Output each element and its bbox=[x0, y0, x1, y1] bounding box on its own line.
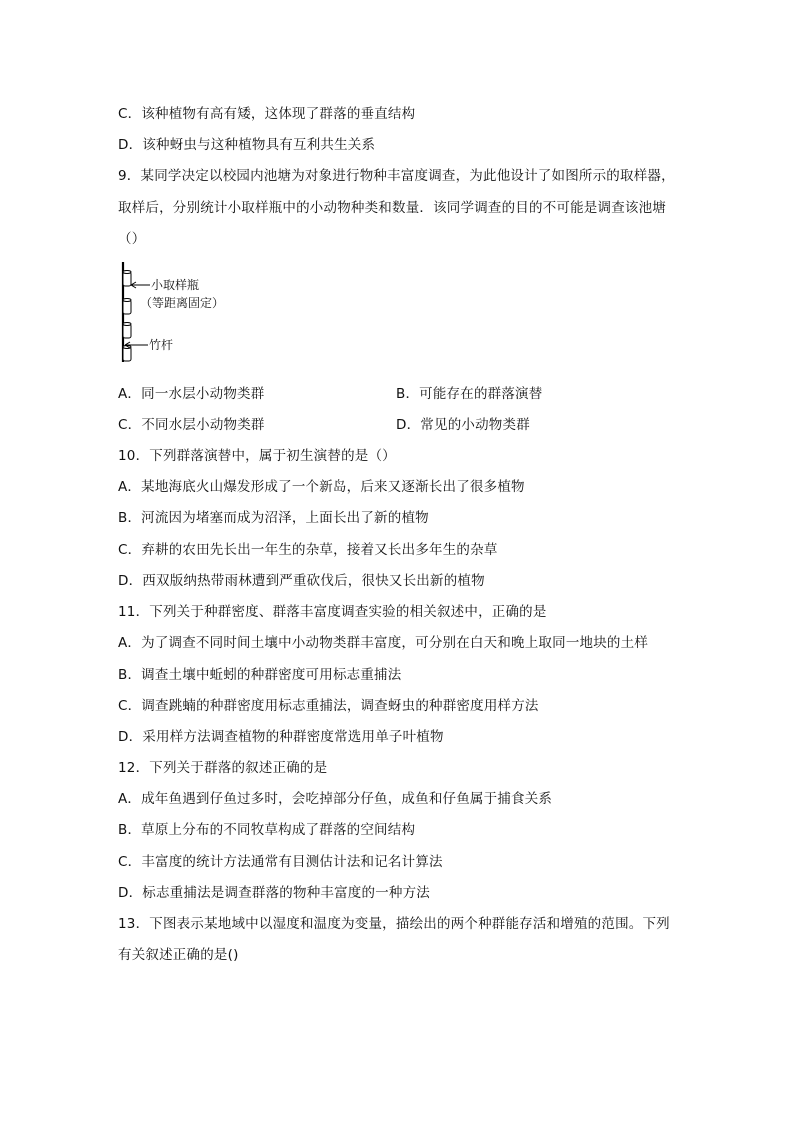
q10-option-c: C．弃耕的农田先长出一年生的杂草，接着又长出多年生的杂草 bbox=[118, 542, 498, 558]
sample-bottle bbox=[123, 272, 131, 286]
q12-option-b: B．草原上分布的不同牧草构成了群落的空间结构 bbox=[118, 822, 416, 838]
q11-option-d: D．采用样方法调查植物的种群密度常选用单子叶植物 bbox=[118, 729, 444, 745]
q9-stem-line-2: 取样后，分别统计小取样瓶中的小动物种类和数量．该同学调查的目的不可能是调查该池塘 bbox=[118, 200, 666, 216]
q12-option-d: D．标志重捕法是调查群落的物种丰富度的一种方法 bbox=[118, 885, 430, 901]
sampler-diagram bbox=[118, 258, 258, 368]
q10-option-d: D．西双版纳热带雨林遭到严重砍伐后，很快又长出新的植物 bbox=[118, 573, 485, 589]
q8-option-d: D．该种蚜虫与这种植物具有互利共生关系 bbox=[118, 137, 376, 153]
q10-option-b: B．河流因为堵塞而成为沼泽，上面长出了新的植物 bbox=[118, 510, 429, 526]
sampler-drawing bbox=[118, 258, 258, 368]
q10-stem: 10．下列群落演替中，属于初生演替的是（） bbox=[118, 448, 396, 464]
q11-option-a: A．为了调查不同时间土壤中小动物类群丰富度，可分别在白天和晚上取同一地块的土样 bbox=[118, 635, 649, 651]
q11-option-c: C．调查跳蝻的种群密度用标志重捕法，调查蚜虫的种群密度用样方法 bbox=[118, 698, 539, 714]
q10-option-a: A．某地海底火山爆发形成了一个新岛，后来又逐渐长出了很多植物 bbox=[118, 479, 525, 495]
q12-option-a: A．成年鱼遇到仔鱼过多时，会吃掉部分仔鱼，成鱼和仔鱼属于捕食关系 bbox=[118, 791, 553, 807]
q9-answer-blank: （） bbox=[118, 231, 146, 247]
pole-label: 竹杆 bbox=[149, 338, 174, 352]
fixed-spacing-label: （等距离固定） bbox=[140, 296, 225, 310]
q9-option-a: A．同一水层小动物类群 bbox=[118, 386, 265, 402]
q11-option-b: B．调查土壤中蚯蚓的种群密度可用标志重捕法 bbox=[118, 667, 402, 683]
q9-option-b: B．可能存在的群落演替 bbox=[396, 386, 543, 402]
q13-stem-line-1: 13．下图表示某地域中以湿度和温度为变量，描绘出的两个种群能存活和增殖的范围。下列 bbox=[118, 916, 670, 932]
q9-stem-line-1: 9．某同学决定以校园内池塘为对象进行物种丰富度调查，为此他设计了如图所示的取样器， bbox=[118, 168, 675, 184]
q9-option-c: C．不同水层小动物类群 bbox=[118, 417, 265, 433]
q11-stem: 11．下列关于种群密度、群落丰富度调查实验的相关叙述中，正确的是 bbox=[118, 604, 547, 620]
sample-bottle bbox=[123, 347, 131, 361]
q9-option-d: D．常见的小动物类群 bbox=[396, 417, 530, 433]
sample-bottle bbox=[123, 300, 131, 314]
bottle-label: 小取样瓶 bbox=[151, 278, 200, 292]
sample-bottle bbox=[123, 324, 131, 338]
q13-stem-line-2: 有关叙述正确的是() bbox=[118, 947, 239, 963]
q8-option-c: C．该种植物有高有矮，这体现了群落的垂直结构 bbox=[118, 106, 416, 122]
q12-stem: 12．下列关于群落的叙述正确的是 bbox=[118, 760, 328, 776]
q12-option-c: C．丰富度的统计方法通常有目测估计法和记名计算法 bbox=[118, 854, 443, 870]
